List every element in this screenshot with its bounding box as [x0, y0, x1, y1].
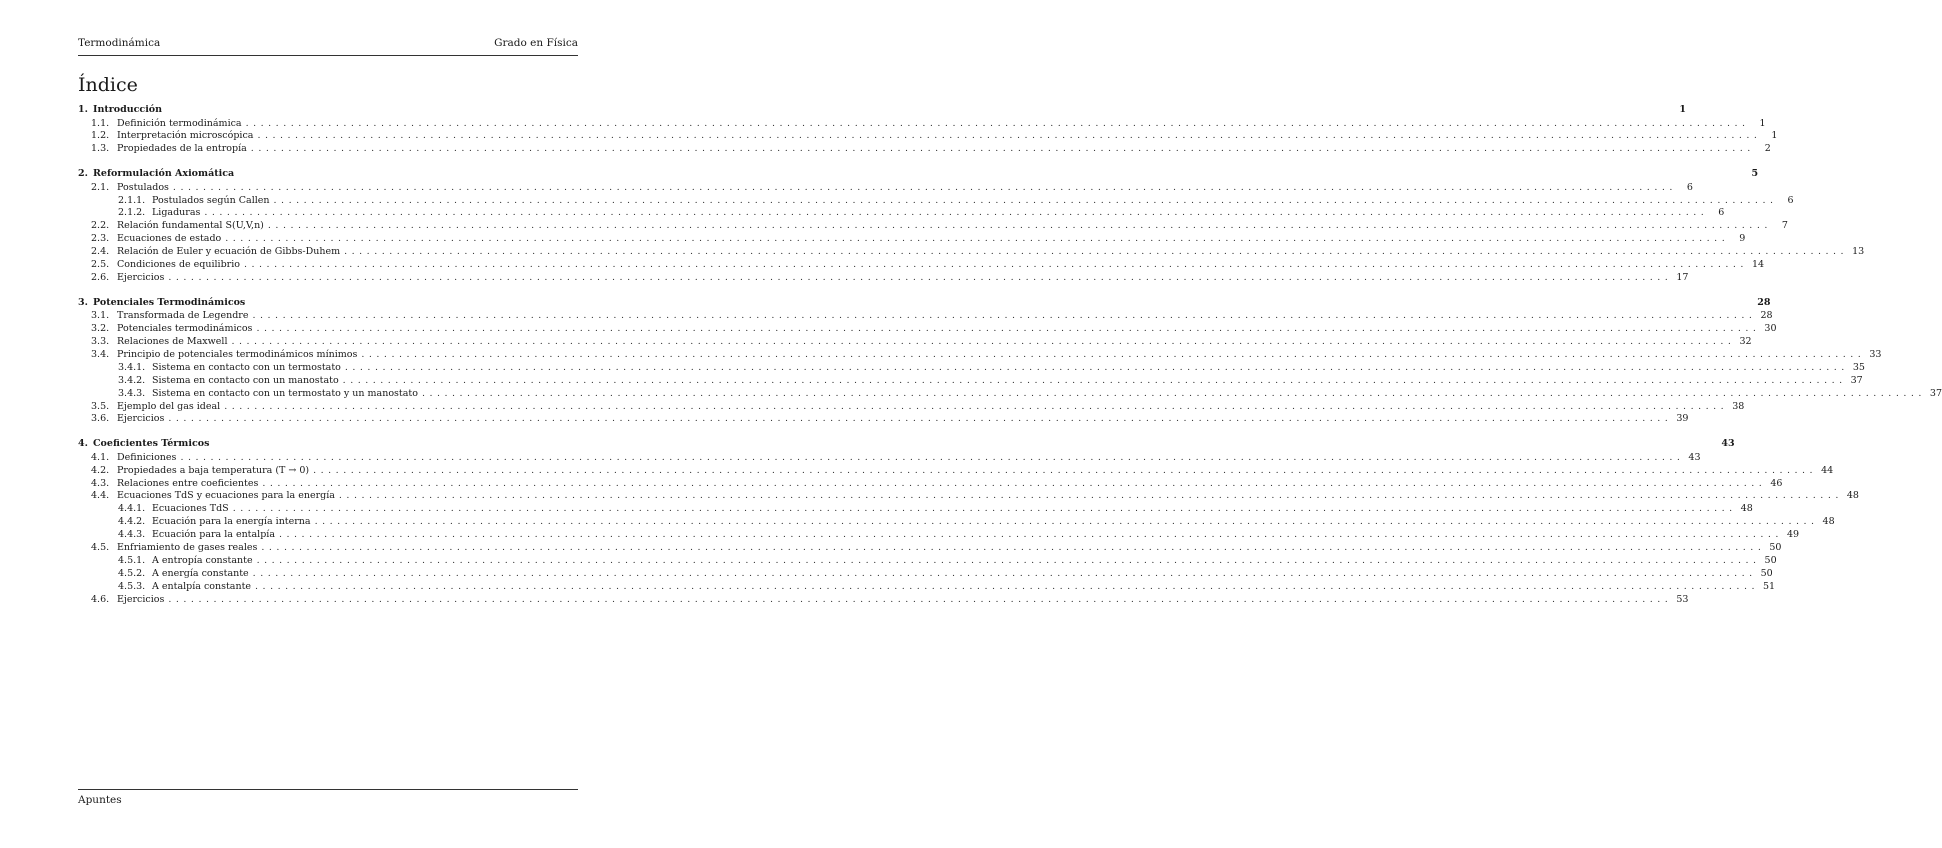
footer-text: Apuntes [78, 794, 122, 806]
toc-subsection-entry[interactable] [78, 310, 1773, 323]
toc-subsubsection-entry[interactable] [78, 567, 1773, 581]
toc-entry-label: Propiedades de la entropía [117, 143, 247, 155]
toc-entry-label: Ecuaciones de estado [117, 233, 222, 245]
dot-leader: ........................................................................................................................................................................................................ [224, 400, 1729, 412]
toc-entry-label: Ecuaciones TdS y ecuaciones para la energía [117, 490, 335, 502]
toc-entry-number: 3. [78, 296, 88, 308]
toc-subsubsection-entry[interactable] [78, 580, 1776, 594]
dot-leader: ........................................................................................................................................................................................................ [232, 503, 1737, 515]
dot-leader: ........................................................................................................................................................................................................ [168, 271, 1673, 283]
toc-entry-page-number: 35 [1852, 361, 1865, 373]
dot-leader: ........................................................................................................................................................................................................ [252, 310, 1757, 322]
toc-entry-label: Ecuación para la entalpía [152, 529, 275, 541]
toc-subsection-entry[interactable] [78, 246, 1865, 259]
toc-entry-number: 2.4. [91, 246, 110, 258]
toc-entry-page-number: 48 [1846, 490, 1859, 502]
toc-entry-page-number: 50 [1769, 542, 1782, 554]
toc-entry-number: 3.4.3. [118, 387, 146, 399]
dot-leader: ........................................................................................................................................................................................................ [344, 361, 1849, 373]
toc-entry-number: 4.5. [91, 542, 110, 554]
toc-entry-page-number: 17 [1676, 271, 1689, 283]
toc-subsubsection-entry[interactable] [78, 529, 1800, 542]
toc-entry-number: 4. [78, 438, 88, 450]
toc-entry-page-number: 50 [1760, 567, 1773, 579]
toc-entry-page-number: 9 [1739, 233, 1746, 245]
toc-entry-label: Coeficientes Térmicos [93, 438, 210, 450]
toc-entry-number: 1. [78, 104, 88, 115]
toc-entry-label: Relación de Euler y ecuación de Gibbs-Duhem [117, 246, 341, 258]
toc-entry-page-number: 2 [1764, 143, 1771, 155]
toc-entry-label: Ecuación para la energía interna [152, 516, 311, 528]
toc-subsubsection-entry[interactable] [78, 554, 1777, 568]
toc-entry-label: Postulados según Callen [152, 194, 270, 206]
toc-entry-label: Enfriamiento de gases reales [117, 542, 258, 554]
toc-entry-number: 3.4. [91, 348, 110, 360]
toc-entry-number: 3.2. [91, 323, 110, 335]
dot-leader: ........................................................................................................................................................................................................ [361, 348, 1866, 360]
toc-subsection-entry[interactable] [78, 271, 1689, 285]
toc-subsubsection-entry[interactable] [78, 374, 1863, 388]
toc-subsection-entry[interactable] [78, 336, 1752, 349]
toc-entry-page-number: 49 [1786, 529, 1800, 541]
toc-entry-page-number: 6 [1686, 181, 1693, 193]
toc-entry-page-number: 6 [1787, 194, 1794, 206]
toc-entry-number: 1.3. [91, 143, 110, 155]
toc-entry-label: Introducción [93, 104, 163, 115]
toc-entry-page-number: 43 [1721, 438, 1735, 450]
toc-entry-page-number: 51 [1763, 580, 1776, 592]
toc-subsubsection-entry[interactable] [78, 194, 1794, 208]
toc-entry-label: Potenciales termodinámicos [117, 323, 253, 335]
toc-entry-number: 3.4.1. [118, 361, 146, 373]
dot-leader: ........................................................................................................................................................................................................ [231, 336, 1736, 348]
toc-entry-page-number: 30 [1764, 323, 1777, 335]
toc-entry-number: 4.1. [91, 451, 110, 463]
header-right-text: Grado en Física [494, 37, 578, 49]
toc-entry-number: 3.5. [91, 400, 110, 412]
toc-entry-number: 2.6. [91, 271, 110, 283]
toc-entry-label: Sistema en contacto con un manostato [152, 374, 339, 386]
toc-entry-page-number: 5 [1751, 168, 1759, 180]
dot-leader: ........................................................................................................................................................................................................ [168, 413, 1673, 425]
toc-subsection-entry[interactable] [78, 130, 1778, 143]
toc-entry-label: Postulados [117, 181, 169, 193]
toc-section-entry[interactable] [78, 438, 1735, 452]
toc-entry-label: Ejercicios [117, 413, 165, 425]
toc-subsection-entry[interactable] [78, 542, 1782, 555]
toc-subsection-entry[interactable] [78, 400, 1745, 414]
toc-entry-number: 3.3. [91, 336, 110, 348]
toc-entry-label: Ligaduras [152, 207, 201, 219]
dot-leader: ........................................................................................................................................................................................................ [225, 233, 1730, 245]
toc-entry-number: 3.4.2. [118, 374, 146, 386]
toc-entry-number: 2.2. [91, 220, 110, 232]
toc-entry-label: Relación fundamental S(U,V,n) [117, 220, 264, 232]
toc-section-block [78, 438, 1859, 606]
toc-entry-number: 3.1. [91, 310, 110, 322]
toc-entry-label: Relaciones de Maxwell [117, 336, 228, 348]
dot-leader: ........................................................................................................................................................................................................ [267, 220, 1772, 232]
page-footer [78, 789, 578, 806]
toc-entry-number: 2.3. [91, 233, 110, 245]
toc-section-block [78, 104, 1778, 156]
toc-entry-number: 4.4.3. [118, 529, 146, 541]
toc-entry-number: 4.5.1. [118, 554, 146, 566]
toc-entry-number: 2.1. [91, 181, 110, 193]
toc-entry-label: Relaciones entre coeficientes [117, 477, 259, 489]
toc-section-entry[interactable] [78, 168, 1759, 182]
dot-leader: ........................................................................................................................................................................................................ [168, 593, 1673, 605]
toc-entry-number: 4.4.2. [118, 516, 146, 528]
dot-leader: ........................................................................................................................................................................................................ [314, 516, 1819, 528]
toc-section-entry[interactable] [78, 296, 1771, 311]
toc-entry-label: A entalpía constante [152, 580, 252, 592]
dot-leader: ........................................................................................................................................................................................................ [344, 246, 1849, 258]
toc-section-entry[interactable] [78, 104, 1687, 118]
toc-entry-label: Sistema en contacto con un termostato y un manostato [152, 387, 418, 399]
toc-subsection-entry[interactable] [78, 348, 1882, 362]
toc-entry-number: 4.2. [91, 464, 110, 476]
toc-entry-page-number: 53 [1676, 593, 1689, 605]
toc-entry-page-number: 48 [1740, 503, 1753, 515]
toc-subsubsection-entry[interactable] [78, 516, 1835, 529]
toc-entry-number: 4.3. [91, 477, 110, 489]
dot-leader: ........................................................................................................................................................................................................ [261, 542, 1766, 554]
toc-entry-page-number: 7 [1781, 220, 1788, 232]
toc-subsection-entry[interactable] [78, 259, 1765, 272]
page-title: Índice [78, 74, 138, 96]
toc-entry-label: Potenciales Termodinámicos [93, 296, 246, 308]
toc-entry-page-number: 48 [1822, 516, 1835, 528]
dot-leader: ........................................................................................................................................................................................................ [257, 130, 1762, 142]
toc-subsection-entry[interactable] [78, 593, 1689, 607]
toc-entry-number: 2. [78, 168, 88, 180]
dot-leader: ........................................................................................................................................................................................................ [252, 567, 1757, 579]
dot-leader: ........................................................................................................................................................................................................ [313, 464, 1818, 476]
dot-leader: ........................................................................................................................................................................................................ [256, 554, 1761, 566]
toc-entry-label: Propiedades a baja temperatura (T → 0) [117, 464, 310, 476]
dot-leader: ........................................................................................................................................................................................................ [338, 490, 1843, 502]
toc-entry-number: 1.2. [91, 130, 110, 142]
toc-section-block [78, 168, 1865, 285]
toc-section-block [78, 296, 1942, 427]
toc-entry-page-number: 37 [1929, 387, 1942, 399]
dot-leader: ........................................................................................................................................................................................................ [243, 259, 1748, 271]
toc-entry-page-number: 50 [1764, 554, 1777, 566]
toc-subsection-entry[interactable] [78, 233, 1746, 246]
toc-entry-page-number: 38 [1732, 400, 1745, 412]
toc-subsection-entry[interactable] [78, 464, 1834, 478]
toc-entry-label: Ejemplo del gas ideal [117, 400, 221, 412]
toc-entry-number: 4.4.1. [118, 503, 146, 515]
toc-entry-page-number: 1 [1771, 130, 1778, 142]
dot-leader: ........................................................................................................................................................................................................ [172, 181, 1677, 193]
dot-leader: ........................................................................................................................................................................................................ [255, 580, 1759, 592]
dot-leader: ........................................................................................................................................................................................................ [262, 477, 1767, 489]
toc-subsubsection-entry[interactable] [78, 503, 1753, 516]
toc-entry-label: Definición termodinámica [117, 117, 242, 129]
toc-entry-label: Transformada de Legendre [117, 310, 249, 322]
toc-entry-label: Ecuaciones TdS [152, 503, 229, 515]
dot-leader: ........................................................................................................................................................................................................ [204, 207, 1709, 219]
toc-entry-number: 3.6. [91, 413, 110, 425]
toc-entry-page-number: 46 [1770, 477, 1783, 489]
toc-subsection-entry[interactable] [78, 490, 1859, 503]
toc-entry-page-number: 28 [1757, 296, 1771, 308]
dot-leader: ........................................................................................................................................................................................................ [250, 143, 1755, 155]
toc-entry-number: 2.5. [91, 259, 110, 271]
toc-entry-number: 4.5.2. [118, 567, 146, 579]
toc-subsubsection-entry[interactable] [78, 207, 1725, 220]
toc-entry-label: Interpretación microscópica [117, 130, 254, 142]
toc-subsection-entry[interactable] [78, 220, 1788, 233]
toc-entry-label: Ejercicios [117, 593, 165, 605]
toc-entry-page-number: 43 [1688, 451, 1701, 463]
toc-entry-page-number: 1 [1759, 117, 1766, 129]
toc-subsubsection-entry[interactable] [78, 361, 1865, 375]
toc-subsection-entry[interactable] [78, 451, 1701, 465]
toc-subsection-entry[interactable] [78, 477, 1783, 491]
toc-entry-page-number: 32 [1739, 336, 1752, 348]
toc-entry-page-number: 14 [1751, 259, 1765, 271]
toc-entry-page-number: 44 [1821, 464, 1834, 476]
toc-entry-page-number: 6 [1718, 207, 1725, 219]
toc-entry-label: A entropía constante [152, 554, 253, 566]
toc-entry-label: Reformulación Axiomática [93, 168, 235, 180]
toc-entry-page-number: 39 [1676, 413, 1689, 425]
toc-entry-page-number: 13 [1852, 246, 1865, 258]
toc-subsection-entry[interactable] [78, 143, 1771, 156]
toc-entry-page-number: 1 [1679, 104, 1687, 115]
dot-leader: ........................................................................................................................................................................................................ [273, 194, 1778, 206]
toc-entry-label: Sistema en contacto con un termostato [152, 361, 341, 373]
toc-entry-page-number: 33 [1869, 348, 1882, 360]
dot-leader: ........................................................................................................................................................................................................ [421, 387, 1926, 399]
toc-entry-label: A energía constante [152, 567, 249, 579]
toc-subsection-entry[interactable] [78, 413, 1689, 426]
toc-entry-number: 1.1. [91, 117, 110, 129]
toc-subsection-entry[interactable] [78, 323, 1777, 336]
toc-entry-page-number: 28 [1760, 310, 1773, 322]
toc-subsubsection-entry[interactable] [78, 387, 1942, 401]
toc-entry-label: Ejercicios [117, 271, 165, 283]
toc-entry-number: 4.6. [91, 593, 110, 605]
toc-entry-number: 4.5.3. [118, 580, 146, 592]
toc-entry-label: Principio de potenciales termodinámicos mínimos [117, 348, 358, 360]
dot-leader: ........................................................................................................................................................................................................ [180, 451, 1685, 463]
toc-entry-number: 4.4. [91, 490, 110, 502]
toc-entry-label: Condiciones de equilibrio [117, 259, 240, 271]
toc-subsection-entry[interactable] [78, 181, 1693, 195]
header-left-text: Termodinámica [78, 37, 161, 49]
toc-entry-number: 2.1.2. [118, 207, 146, 219]
dot-leader: ........................................................................................................................................................................................................ [245, 117, 1750, 129]
toc-entry-page-number: 37 [1850, 374, 1863, 386]
dot-leader: ........................................................................................................................................................................................................ [342, 374, 1847, 386]
dot-leader: ........................................................................................................................................................................................................ [279, 529, 1783, 541]
toc-entry-label: Definiciones [117, 451, 177, 463]
dot-leader: ........................................................................................................................................................................................................ [256, 323, 1761, 335]
page-header [78, 37, 578, 56]
toc-entry-number: 2.1.1. [118, 194, 146, 206]
table-of-contents [78, 104, 1942, 619]
toc-subsection-entry[interactable] [78, 117, 1766, 131]
